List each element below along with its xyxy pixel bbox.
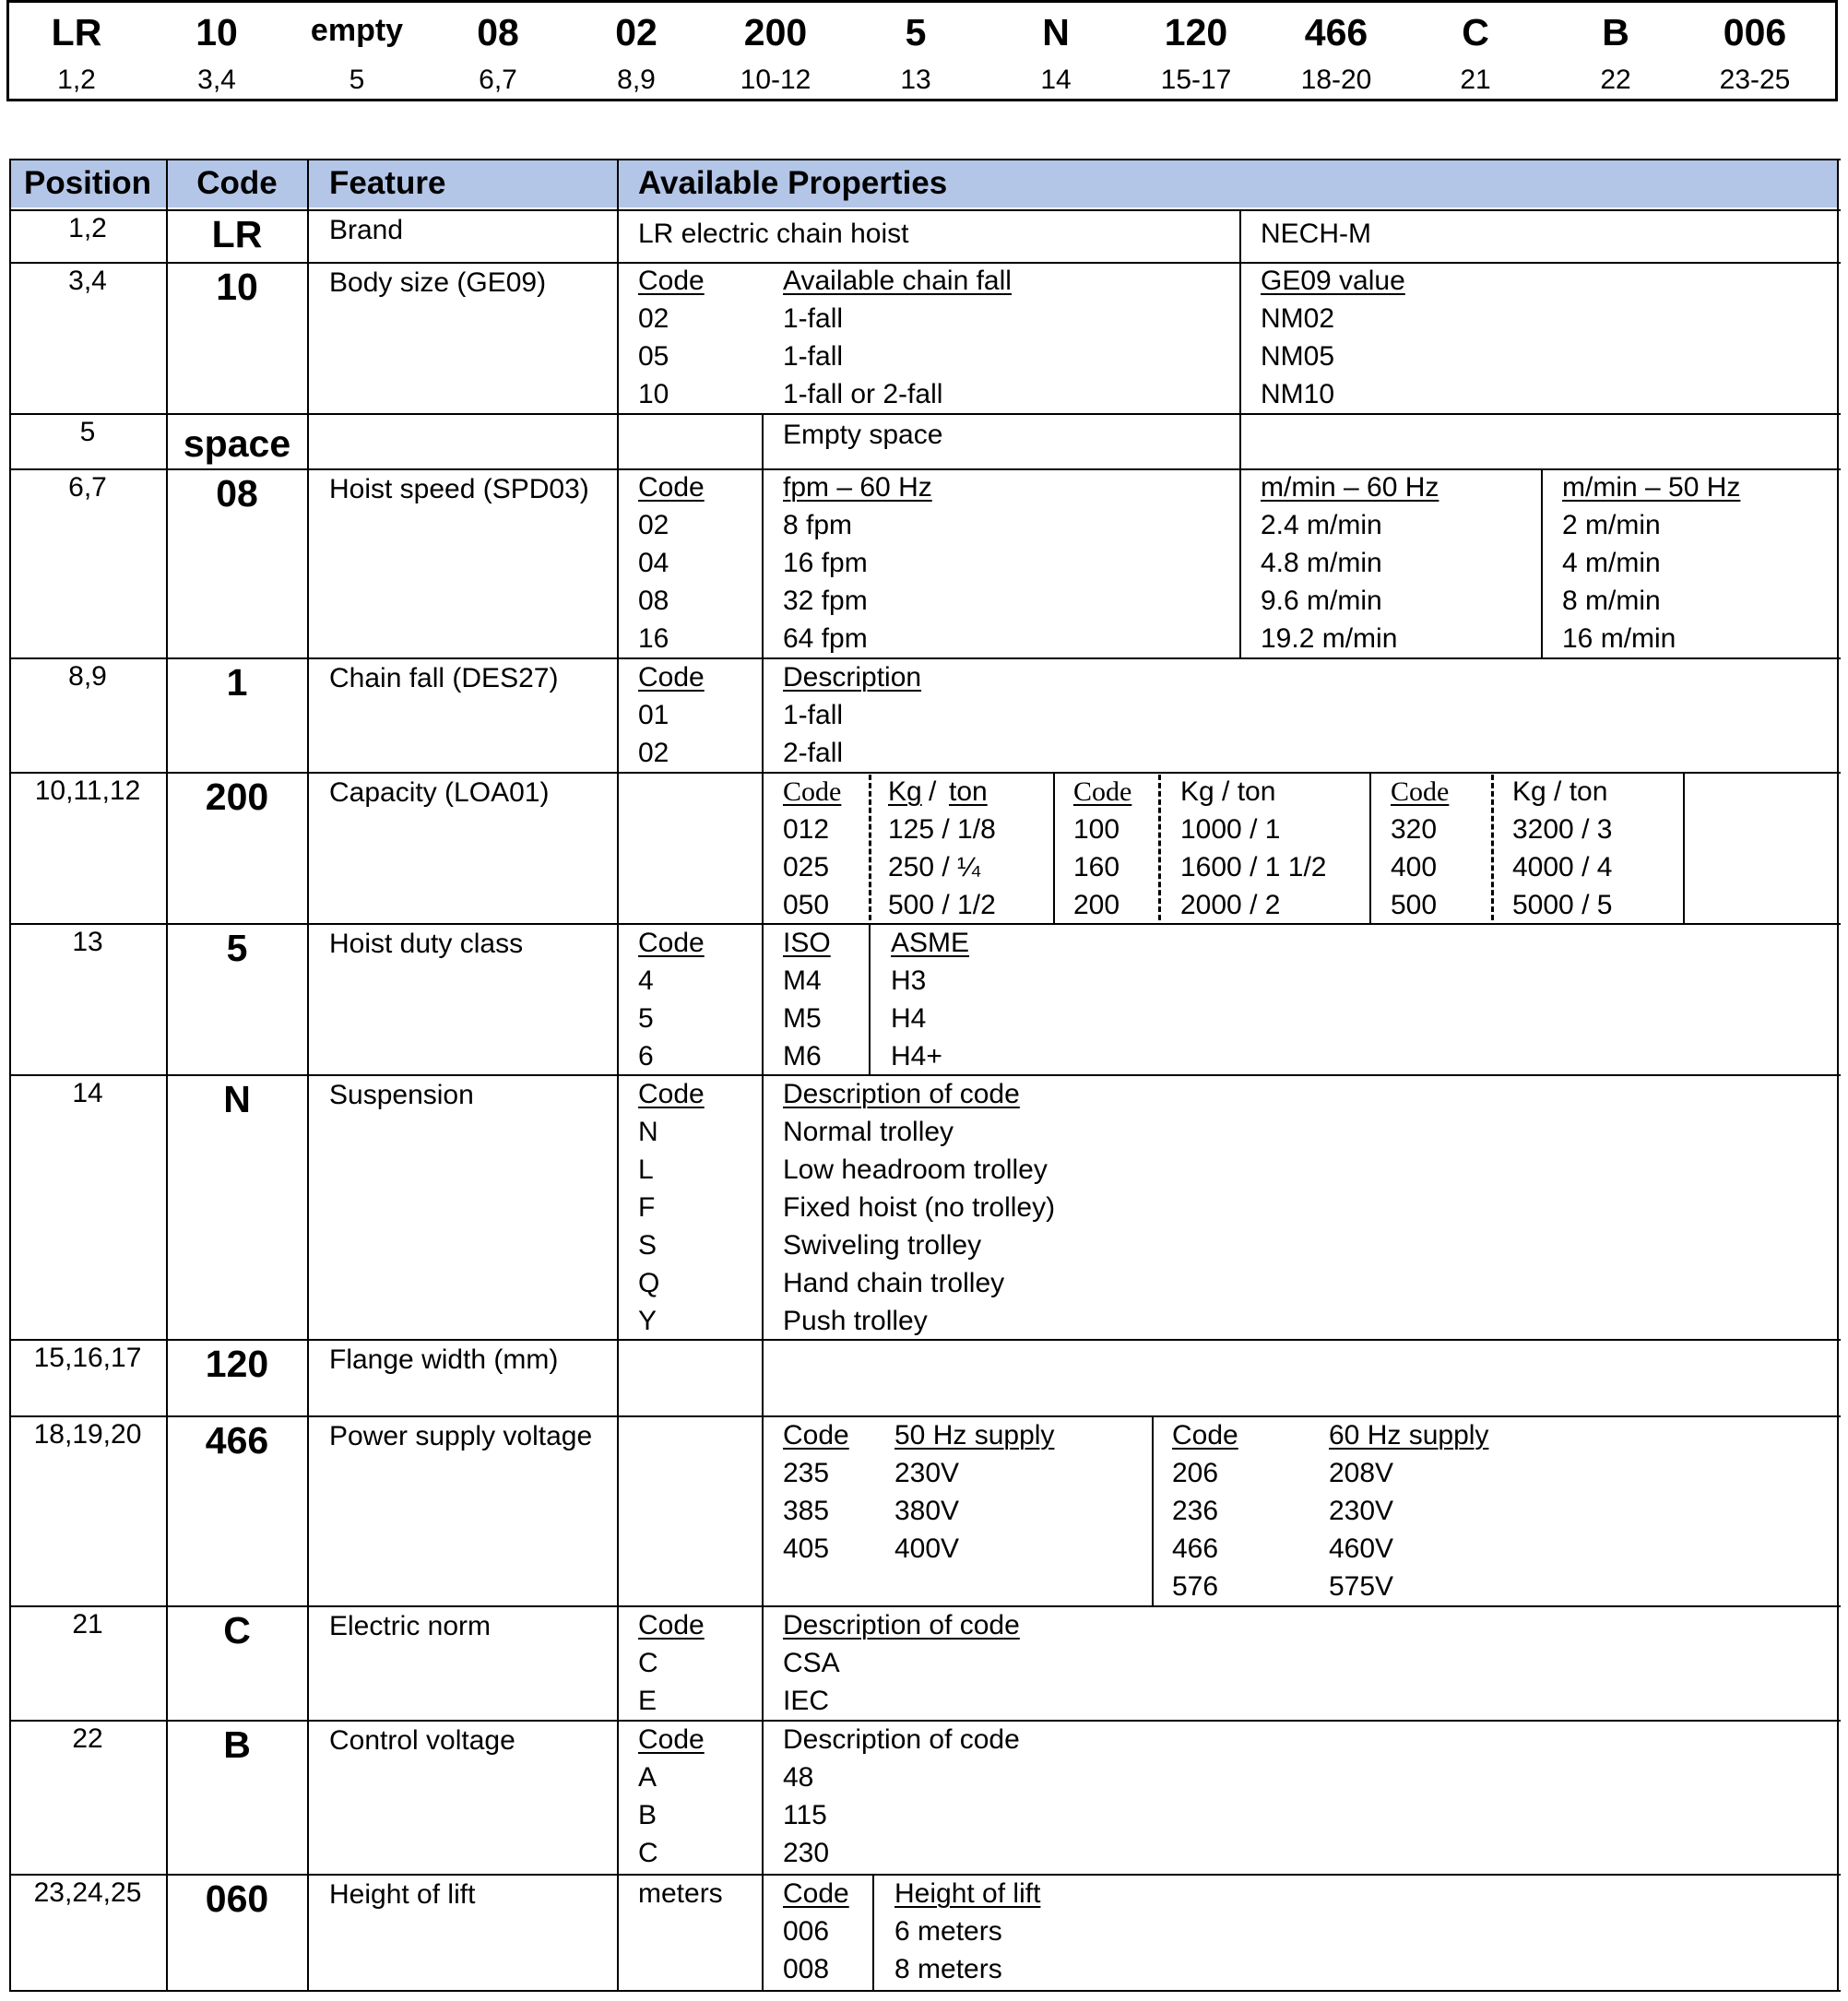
list-item: 1-fall [783,341,844,372]
grid-line [9,1415,1841,1417]
list-item: S [638,1230,657,1261]
col-header: Available chain fall [783,266,1012,296]
row-code: C [223,1609,251,1652]
list-item: Normal trolley [783,1117,954,1147]
col-header: Code [1172,1420,1238,1450]
list-item: Swiveling trolley [783,1230,982,1261]
col-header: Code [783,776,842,807]
header-properties: Available Properties [638,165,948,201]
col-header: Code [638,1724,705,1755]
list-item: NM10 [1261,379,1335,409]
header-feature: Feature [329,165,446,201]
list-item: 1-fall [783,303,844,334]
grid-line [9,159,1841,160]
row-code: 466 [205,1419,269,1462]
row-position: 22 [72,1723,103,1754]
row-position: 3,4 [68,266,107,296]
col-header: m/min – 60 Hz [1261,472,1439,503]
col-header: 60 Hz supply [1329,1420,1489,1450]
list-item: 250 / ¼ [888,852,981,882]
list-item: 4.8 m/min [1261,548,1382,578]
list-item: E [638,1686,657,1716]
col-header: Description [783,662,922,693]
col-header: / [929,776,937,807]
row-position: 1,2 [68,213,107,243]
grid-line [762,772,764,923]
list-item: H4+ [891,1041,942,1072]
row-position: 23,24,25 [33,1877,142,1908]
list-item: 576 [1172,1571,1219,1602]
empty-desc: Empty space [783,420,943,450]
list-item: 050 [783,890,830,920]
list-item: 230V [894,1458,960,1488]
row-feature: Brand [329,215,404,245]
grid-line [9,1605,1841,1607]
list-item: 8 fpm [783,510,853,540]
strip-code: C [1462,11,1489,53]
list-item: 3200 / 3 [1512,814,1613,845]
strip-position: 18-20 [1300,65,1372,95]
strip-code: 02 [615,11,657,53]
list-item: 405 [783,1533,830,1564]
list-item: 6 meters [894,1916,1002,1947]
list-item: 2-fall [783,738,844,768]
grid-line [762,1874,764,1992]
list-item: 5 [638,1003,654,1034]
row-code: 060 [205,1877,269,1920]
strip-position: 5 [349,65,365,95]
list-item: N [638,1117,658,1147]
list-item: C [638,1648,658,1678]
strip-position: 1,2 [57,65,96,95]
list-item: 2.4 m/min [1261,510,1382,540]
grid-line [762,1074,764,1339]
col-header: Code [1391,776,1450,807]
list-item: 16 fpm [783,548,868,578]
col-header: Description of code [783,1079,1020,1109]
col-header: Code [638,662,705,693]
list-item: 32 fpm [783,586,868,616]
row-position: 13 [72,927,103,957]
list-item: 4000 / 4 [1512,852,1613,882]
list-item: 2000 / 2 [1180,890,1281,920]
list-item: 236 [1172,1496,1219,1526]
list-item: 9.6 m/min [1261,586,1382,616]
list-item: 385 [783,1496,830,1526]
list-item: 08 [638,586,669,616]
grid-line [762,657,764,772]
list-item: 2 m/min [1562,510,1661,540]
row-feature: Control voltage [329,1725,515,1756]
grid-line [1541,468,1543,657]
header-position: Position [23,165,152,201]
list-item: 500 / 1/2 [888,890,996,920]
divider [6,0,1838,3]
list-item: 4 [638,965,654,996]
list-item: 575V [1329,1571,1394,1602]
grid-line [9,657,1841,659]
strip-position: 23-25 [1719,65,1791,95]
list-item: 380V [894,1496,960,1526]
list-item: Push trolley [783,1306,928,1336]
list-item: 6 [638,1041,654,1072]
list-item: 10 [638,379,669,409]
list-item: 006 [783,1916,830,1947]
grid-line [762,413,764,468]
list-item: 04 [638,548,669,578]
col-header: Code [638,266,705,296]
row-feature: Capacity (LOA01) [329,777,550,808]
row-position: 15,16,17 [33,1343,142,1373]
strip-position: 22 [1600,65,1631,95]
row-code: N [223,1078,251,1120]
list-item: B [638,1800,657,1830]
grid-line [762,1605,764,1720]
col-header: Code [638,928,705,958]
list-item: 01 [638,700,669,730]
col-header: Code [638,472,705,503]
col-header: 50 Hz supply [894,1420,1055,1450]
list-item: 235 [783,1458,830,1488]
strip-code: 120 [1164,11,1228,53]
list-item: 05 [638,341,669,372]
list-item: NM05 [1261,341,1335,372]
col-header: Code [638,1610,705,1640]
grid-line [9,1074,1841,1076]
list-item: 100 [1073,814,1120,845]
row-feature: Flange width (mm) [329,1344,559,1375]
grid-line [1053,772,1055,923]
grid-line [9,1339,1841,1341]
dashed-divider [869,775,871,920]
row-feature: Hoist speed (SPD03) [329,474,589,504]
grid-line [762,1339,764,1415]
list-item: 02 [638,303,669,334]
row-code: B [223,1723,251,1766]
strip-position: 10-12 [740,65,811,95]
grid-line [1239,209,1241,413]
grid-line [872,1874,874,1992]
list-item: 025 [783,852,830,882]
grid-line [762,468,764,657]
row-code: 10 [216,266,258,308]
col-header: ISO [783,928,831,958]
col-header: fpm – 60 Hz [783,472,932,503]
grid-line [869,923,871,1074]
strip-code: N [1042,11,1070,53]
row-code: LR [211,213,263,255]
header-code: Code [196,165,278,201]
list-item: L [638,1154,654,1185]
grid-line [1369,772,1371,923]
list-item: 208V [1329,1458,1394,1488]
strip-position: 3,4 [197,65,236,95]
col-header: ton [949,776,988,807]
grid-line [762,1720,764,1874]
list-item: 466 [1172,1533,1219,1564]
brand-desc: LR electric chain hoist [638,219,909,249]
list-item: 8 m/min [1562,586,1661,616]
list-item: 8 meters [894,1954,1002,1984]
strip-position: 6,7 [479,65,517,95]
col-header: Height of lift [894,1878,1041,1909]
col-header: Description of code [783,1724,1020,1755]
grid-line [9,1990,1841,1992]
list-item: 02 [638,738,669,768]
strip-position: 14 [1040,65,1072,95]
col-header: Code [783,1878,849,1909]
strip-position: 13 [900,65,931,95]
row-feature: Hoist duty class [329,929,524,959]
list-item: 230V [1329,1496,1394,1526]
row-code: 120 [205,1343,269,1385]
strip-code: B [1602,11,1629,53]
strip-code: empty [310,13,404,48]
list-item: 1000 / 1 [1180,814,1281,845]
list-item: 64 fpm [783,623,868,654]
list-item: 460V [1329,1533,1394,1564]
list-item: 19.2 m/min [1261,623,1398,654]
list-item: 1600 / 1 1/2 [1180,852,1327,882]
list-item: 115 [783,1800,827,1830]
row-feature: Chain fall (DES27) [329,663,559,693]
col-header: Code [638,1079,705,1109]
list-item: Low headroom trolley [783,1154,1048,1185]
list-item: M4 [783,965,822,996]
col-header: Kg [888,776,922,807]
row-feature: Height of lift [329,1879,476,1910]
list-item: 4 m/min [1562,548,1661,578]
list-item: Fixed hoist (no trolley) [783,1192,1056,1223]
list-item: 500 [1391,890,1438,920]
list-item: 400V [894,1533,960,1564]
grid-line [9,1874,1841,1876]
strip-position: 15-17 [1160,65,1232,95]
list-item: A [638,1762,657,1793]
row-code: 200 [205,776,269,818]
list-item: 160 [1073,852,1120,882]
strip-code: 006 [1723,11,1787,53]
list-item: Q [638,1268,660,1298]
list-item: M6 [783,1041,822,1072]
col-header: m/min – 50 Hz [1562,472,1741,503]
row-feature: Electric norm [329,1611,492,1641]
dashed-divider [1491,775,1494,920]
list-item: H4 [891,1003,927,1034]
row-position: 5 [79,417,96,447]
list-item: Hand chain trolley [783,1268,1005,1298]
list-item: 400 [1391,852,1438,882]
row-feature: Power supply voltage [329,1421,593,1451]
grid-line [1152,1415,1154,1605]
strip-code: 466 [1304,11,1368,53]
grid-line [9,209,1841,211]
row-code: 08 [216,472,258,515]
list-item: 48 [783,1762,814,1793]
divider [6,99,1838,101]
grid-line [9,468,1841,470]
list-item: C [638,1838,658,1868]
list-item: 02 [638,510,669,540]
row-position: 18,19,20 [33,1419,142,1450]
list-item: NM02 [1261,303,1335,334]
col-header: Description of code [783,1610,1020,1640]
grid-line [9,772,1841,774]
grid-line [9,1720,1841,1722]
row-position: 6,7 [68,472,107,503]
dashed-divider [1158,775,1161,920]
row-position: 10,11,12 [34,776,141,806]
brand-value: NECH-M [1261,219,1371,249]
strip-code: 08 [477,11,519,53]
col-header: Code [1073,776,1132,807]
strip-code: 10 [195,11,238,53]
list-item: 008 [783,1954,830,1984]
list-item: 5000 / 5 [1512,890,1613,920]
grid-line [9,413,1841,415]
list-item: 16 [638,623,669,654]
grid-line [1239,413,1241,468]
divider [1835,0,1838,101]
grid-line [762,1415,764,1605]
list-item: M5 [783,1003,822,1034]
grid-line [9,923,1841,925]
row-code: 5 [226,927,248,969]
grid-line [9,262,1841,264]
strip-position: 8,9 [617,65,656,95]
list-item: F [638,1192,656,1223]
list-item: 16 m/min [1562,623,1676,654]
strip-code: 5 [905,11,927,53]
list-item: IEC [783,1686,830,1716]
col-header: Kg / ton [1512,776,1608,807]
strip-code: 200 [743,11,808,53]
list-item: 230 [783,1838,830,1868]
list-item: CSA [783,1648,840,1678]
lift-unit: meters [638,1878,723,1909]
divider [6,0,9,101]
col-header: ASME [891,928,970,958]
list-item: H3 [891,965,927,996]
row-code: space [183,422,291,465]
row-feature: Body size (GE09) [329,267,547,298]
row-code: 1 [226,661,248,704]
list-item: 206 [1172,1458,1219,1488]
list-item: 012 [783,814,830,845]
list-item: 1-fall or 2-fall [783,379,943,409]
strip-code: LR [51,11,102,53]
row-position: 14 [72,1078,103,1108]
row-position: 8,9 [68,661,107,692]
list-item: Y [638,1306,657,1336]
list-item: 320 [1391,814,1438,845]
grid-line [1239,468,1241,657]
col-header: Kg / ton [1180,776,1276,807]
row-position: 21 [72,1609,103,1640]
list-item: 125 / 1/8 [888,814,996,845]
strip-position: 21 [1460,65,1491,95]
list-item: 1-fall [783,700,844,730]
list-item: 200 [1073,890,1120,920]
grid-line [762,923,764,1074]
grid-line [1683,772,1685,923]
col-header: GE09 value [1261,266,1405,296]
row-feature: Suspension [329,1080,474,1110]
col-header: Code [783,1420,849,1450]
